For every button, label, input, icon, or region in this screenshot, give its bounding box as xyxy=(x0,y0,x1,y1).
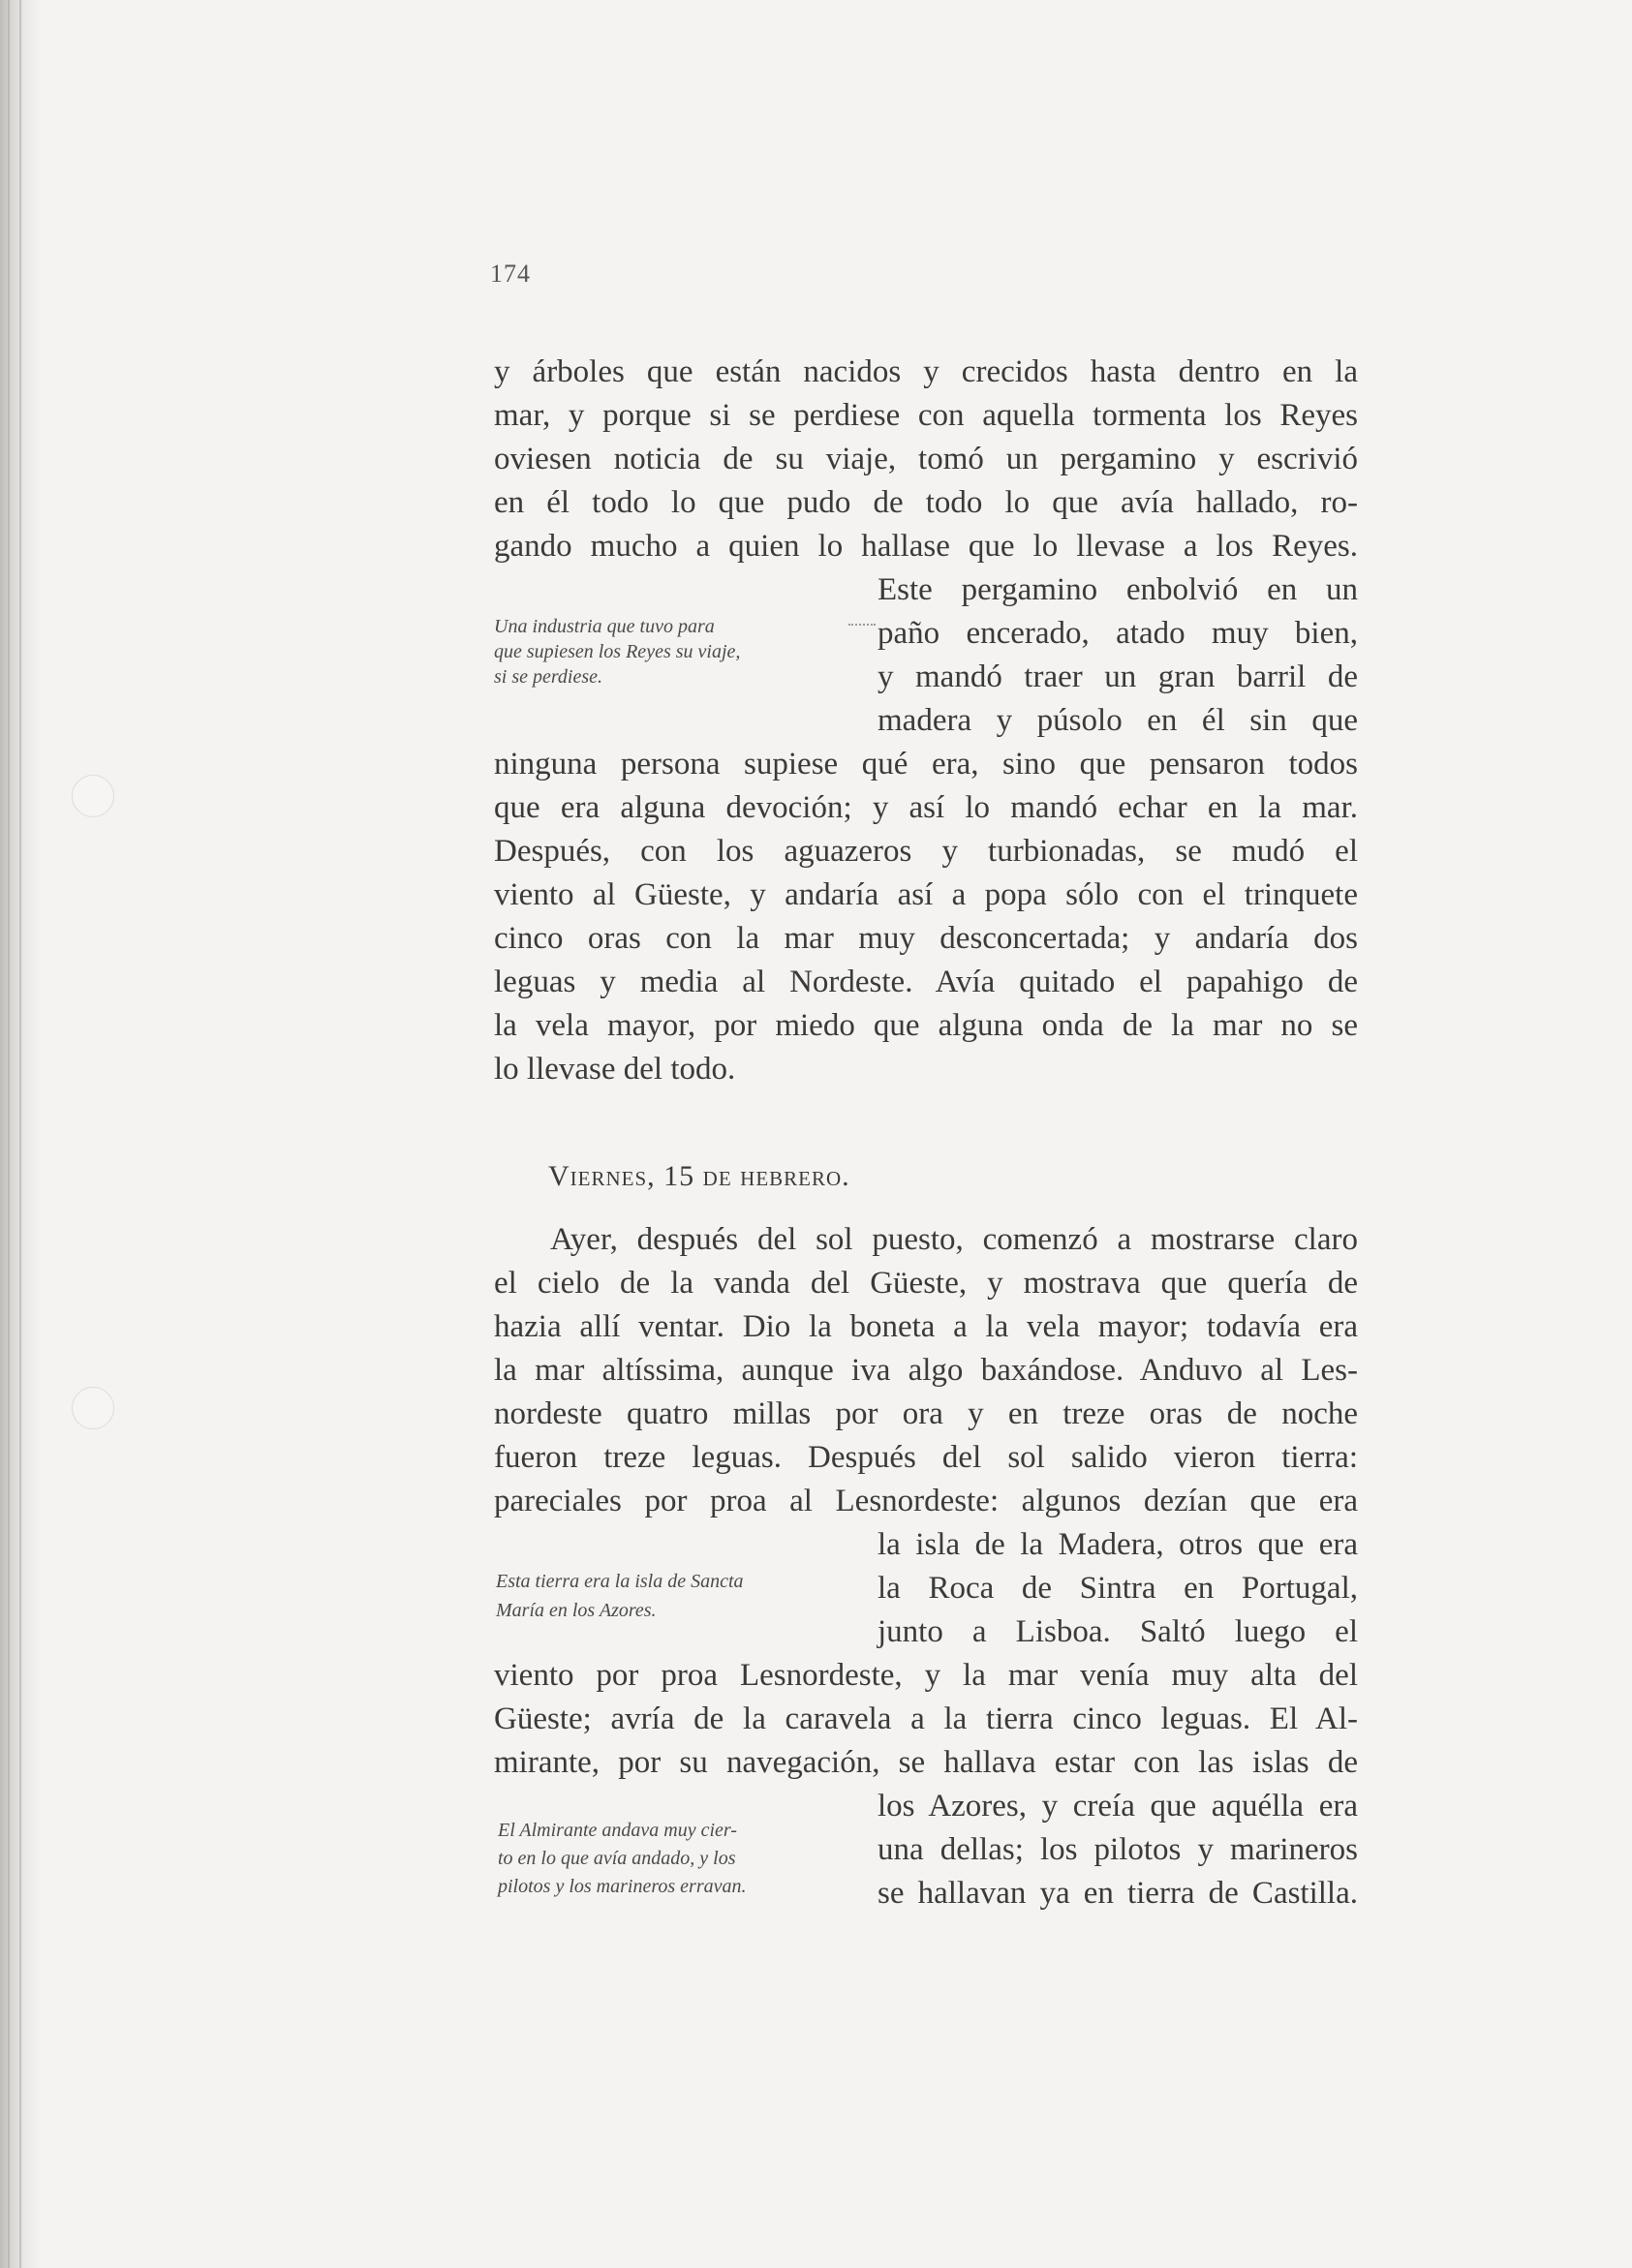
text-line: leguas y media al Nordeste. Avía quitado el papahigo de xyxy=(494,965,1358,999)
text-line: viento al Güeste, y andaría así a popa sólo con el trinquete xyxy=(494,877,1358,912)
margin-note xyxy=(494,614,740,690)
margin-note-line: to en lo que avía andado, y los xyxy=(498,1848,736,1869)
text-line: se hallavan ya en tierra de Castilla. xyxy=(878,1876,1358,1911)
text-line: Ayer, después del sol puesto, comenzó a mostrarse claro xyxy=(550,1222,1358,1257)
text-line: nordeste quatro millas por ora y en treze oras de noche xyxy=(494,1396,1358,1431)
spine-edge-line xyxy=(8,0,10,2268)
margin-note-line: Una industria que tuvo para xyxy=(494,616,715,637)
text-line: Güeste; avría de la caravela a la tierra cinco leguas. El Al- xyxy=(494,1701,1358,1736)
text-line: pareciales por proa al Lesnordeste: algunos dezían que era xyxy=(494,1484,1358,1518)
text-line: Este pergamino enbolvió en un xyxy=(878,572,1358,607)
text-line: lo llevase del todo. xyxy=(494,1052,736,1087)
text-line: madera y púsolo en él sin que xyxy=(878,703,1358,738)
text-line: oviesen noticia de su viaje, tomó un pergamino y escrivió xyxy=(494,442,1358,476)
binder-hole xyxy=(72,1387,114,1429)
section-heading: Viernes, 15 de hebrero. xyxy=(548,1160,850,1192)
text-line: una dellas; los pilotos y marineros xyxy=(878,1832,1358,1867)
text-line: la isla de la Madera, otros que era xyxy=(878,1527,1358,1562)
text-line: que era alguna devoción; y así lo mandó echar en la mar. xyxy=(494,790,1358,825)
margin-note-line: El Almirante andava muy cier- xyxy=(498,1820,737,1841)
text-line: los Azores, y creía que aquélla era xyxy=(878,1789,1358,1824)
text-line: ninguna persona supiese qué era, sino que pensaron todos xyxy=(494,747,1358,782)
margin-note xyxy=(498,1817,746,1901)
text-line: y árboles que están nacidos y crecidos hasta dentro en la xyxy=(494,354,1358,389)
page-number: 174 xyxy=(490,260,531,288)
text-line: la Roca de Sintra en Portugal, xyxy=(878,1571,1358,1606)
text-line: fueron treze leguas. Después del sol salido vieron tierra: xyxy=(494,1440,1358,1475)
text-line: la mar altíssima, aunque iva algo baxándose. Anduvo al Les- xyxy=(494,1353,1358,1388)
text-line: mirante, por su navegación, se hallava estar con las islas de xyxy=(494,1745,1358,1780)
text-line: paño encerado, atado muy bien, xyxy=(878,616,1358,651)
text-line: en él todo lo que pudo de todo lo que avía hallado, ro- xyxy=(494,485,1358,520)
margin-note-line: pilotos y los marineros erravan. xyxy=(498,1876,747,1897)
text-line: gando mucho a quien lo hallase que lo llevase a los Reyes. xyxy=(494,529,1358,564)
text-line: hazia allí ventar. Dio la boneta a la vela mayor; todavía era xyxy=(494,1309,1358,1344)
margin-note-line: Esta tierra era la isla de Sancta xyxy=(496,1571,744,1592)
margin-note-line: si se perdiese. xyxy=(494,666,603,688)
text-line: y mandó traer un gran barril de xyxy=(878,659,1358,694)
text-line: la vela mayor, por miedo que alguna onda de la mar no se xyxy=(494,1008,1358,1043)
margin-note-line: María en los Azores. xyxy=(496,1600,657,1621)
spine-edge-line xyxy=(19,0,21,2268)
text-line: junto a Lisboa. Saltó luego el xyxy=(878,1614,1358,1649)
text-line: Después, con los aguazeros y turbionadas, se mudó el xyxy=(494,834,1358,869)
text-line: el cielo de la vanda del Güeste, y mostrava que quería de xyxy=(494,1266,1358,1301)
margin-note-line: que supiesen los Reyes su viaje, xyxy=(494,641,741,662)
text-line: cinco oras con la mar muy desconcertada; y andaría dos xyxy=(494,921,1358,956)
margin-note xyxy=(496,1567,744,1625)
binder-hole xyxy=(72,775,114,817)
text-line: viento por proa Lesnordeste, y la mar venía muy alta del xyxy=(494,1658,1358,1693)
margin-note-leader xyxy=(848,624,876,626)
text-line: mar, y porque si se perdiese con aquella tormenta los Reyes xyxy=(494,398,1358,433)
